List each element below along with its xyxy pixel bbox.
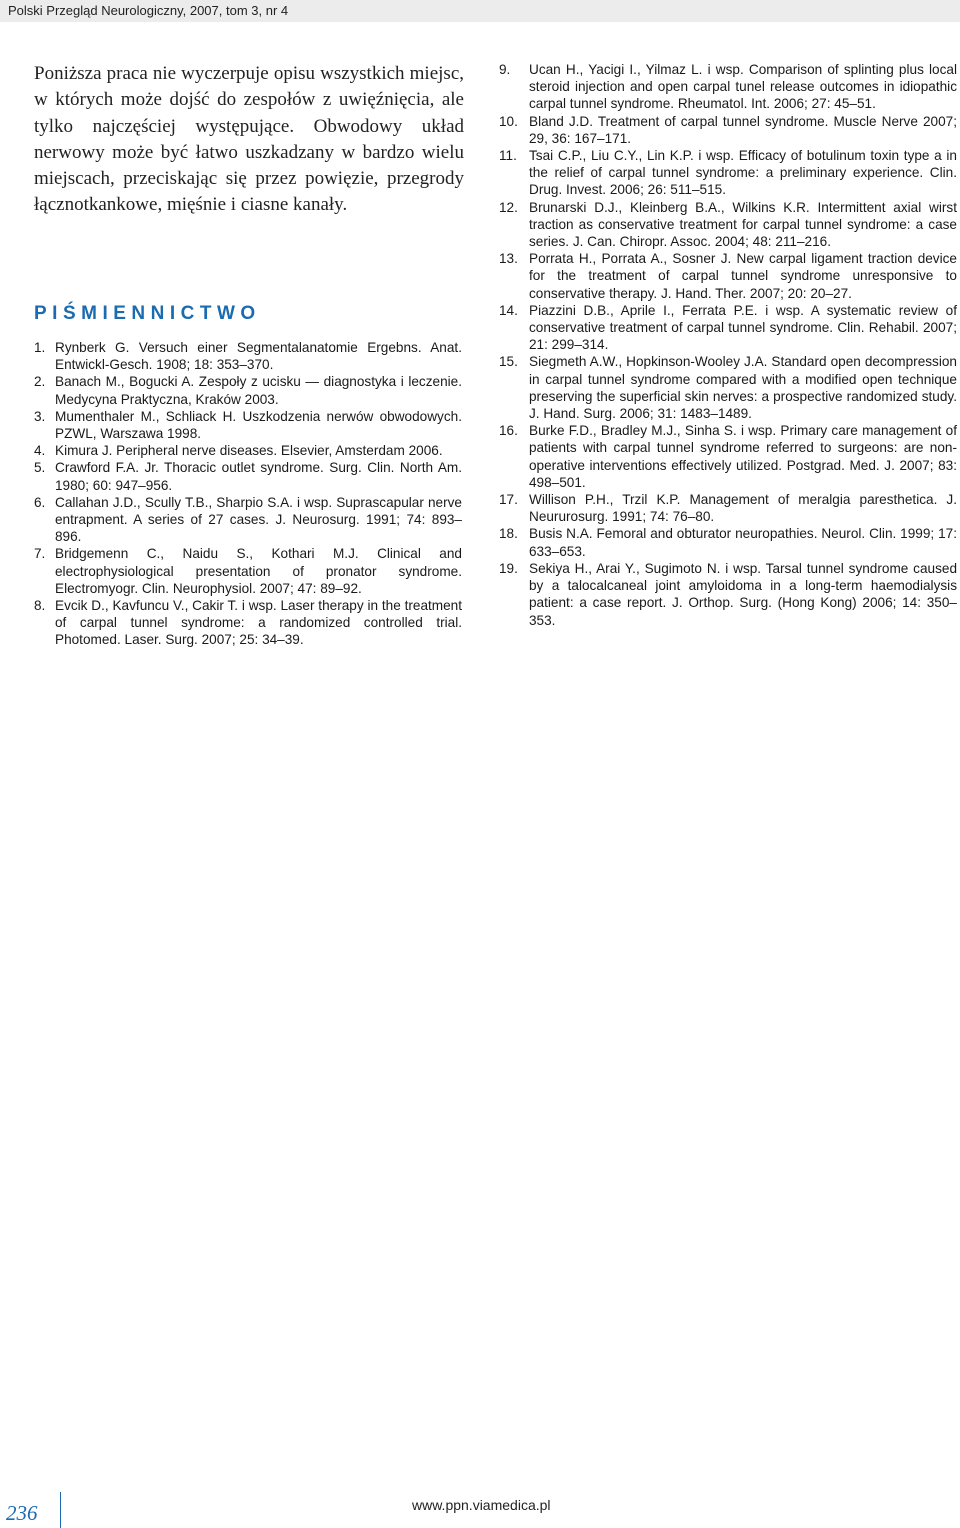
reference-number: 13. [499,251,518,267]
reference-item [499,113,957,147]
reference-item [499,353,957,422]
reference-number: 3. [34,408,46,424]
reference-number: 1. [34,340,46,355]
references-list-left [34,339,462,649]
reference-text: Callahan J.D., Scully T.B., Sharpio S.A. i wsp. Suprascapular nerve entrapment. A series of 27 cases. J. Neurosurg. 1991; 74: 893–896. [55,494,462,545]
reference-number: 7. [34,546,46,562]
reference-text: Mumenthaler M., Schliack H. Uszkodzenia nerwów obwodowych. PZWL, Warszawa 1998. [55,408,462,442]
reference-text: Ucan H., Yacigi I., Yilmaz L. i wsp. Comparison of splinting plus local steroid injection and open carpal tunel release outcomes in idiopathic carpal tunnel syndrome. Rheumatol. Int. 2006; 27: 45–51. [529,62,957,112]
reference-item [499,147,957,199]
page-number: 236 [6,1501,38,1525]
reference-text: Rynberk G. Versuch einer Segmentalanatomie Ergebns. Anat. Entwickl-Gesch. 1908; 18: 353–370. [55,340,462,373]
references-heading: PIŚMIENNICTWO [34,303,261,324]
reference-text: Crawford F.A. Jr. Thoracic outlet syndrome. Surg. Clin. North Am. 1980; 60: 947–956. [55,460,462,493]
reference-item [34,545,462,597]
footer-url: www.ppn.viamedica.pl [412,1497,551,1513]
reference-number: 11. [499,148,517,164]
reference-text: Kimura J. Peripheral nerve diseases. Elsevier, Amsterdam 2006. [55,443,443,459]
reference-text: Piazzini D.B., Aprile I., Ferrata P.E. i wsp. A systematic review of conservative treatment of carpal tunnel syndrome. Clin. Rehabil. 2007; 21: 299–314. [529,302,957,353]
reference-number: 9. [499,62,511,77]
reference-item [499,61,957,113]
footer-divider [60,1492,61,1528]
reference-item [34,442,462,459]
reference-item [499,491,957,525]
reference-text: Evcik D., Kavfuncu V., Cakir T. i wsp. Laser therapy in the treatment of carpal tunnel syndrome: a randomized controlled trial. Photomed. Laser. Surg. 2007; 25: 34–39. [55,598,462,648]
reference-number: 15. [499,354,518,370]
reference-number: 6. [34,494,46,510]
reference-item [499,250,957,302]
reference-number: 8. [34,598,46,614]
reference-item [499,525,957,559]
reference-item [499,199,957,251]
reference-number: 4. [34,443,46,459]
reference-text: Siegmeth A.W., Hopkinson-Wooley J.A. Standard open decompression in carpal tunnel syndrome compared with a modified open technique preserving the superficial skin nerves: a prospective randomized study. J. Hand. Surg. 2006; 31: 1483–1489. [529,354,957,422]
reference-number: 19. [499,560,518,576]
reference-item [34,494,462,546]
reference-text: Tsai C.P., Liu C.Y., Lin K.P. i wsp. Efficacy of botulinum toxin type a in the relief of carpal tunnel syndrome: a preliminary experience. Clin. Drug. Invest. 2006; 26: 511–515. [529,148,957,198]
reference-item [499,302,957,354]
reference-item [34,459,462,493]
reference-text: Porrata H., Porrata A., Sosner J. New carpal ligament traction device for the treatment of carpal tunnel syndrome unresponsive to conservative therapy. J. Hand. Ther. 2007; 20: 20–27. [529,251,957,301]
reference-number: 18. [499,526,518,542]
intro-text: Poniższa praca nie wyczerpuje opisu wszystkich miejsc, w których może dojść do zespołów z uwięźnięcia, ale tylko najczęściej występujące. Obwodowy układ nerwowy może być łatwo uszkadzany w bardzo wielu miejscach, przeciskając się przez powięzie, przegrody łącznotkankowe, mięśnie i ciasne kanały. [34,63,464,216]
reference-number: 14. [499,302,518,318]
reference-item [499,560,957,629]
references-list-right [499,61,957,629]
reference-text: Banach M., Bogucki A. Zespoły z ucisku — diagnostyka i leczenie. Medycyna Praktyczna, Kraków 2003. [55,374,462,407]
reference-number: 10. [499,113,518,129]
reference-item [499,422,957,491]
reference-item [34,408,462,442]
reference-text: Bland J.D. Treatment of carpal tunnel syndrome. Muscle Nerve 2007; 29, 36: 167–171. [529,113,957,146]
reference-text: Busis N.A. Femoral and obturator neuropathies. Neurol. Clin. 1999; 17: 633–653. [529,526,957,559]
reference-number: 12. [499,199,518,215]
reference-item [34,597,462,649]
reference-item [34,339,462,373]
reference-text: Brunarski D.J., Kleinberg B.A., Wilkins K.R. Intermittent axial wirst traction as conservative treatment for carpal tunnel syndrome: a case series. J. Can. Chiropr. Assoc. 2004; 48: 211–216. [529,199,957,250]
reference-text: Bridgemenn C., Naidu S., Kothari M.J. Clinical and electrophysiological presentation of pronator syndrome. Electromyogr. Clin. Neurophysiol. 2007; 47: 89–92. [55,546,462,596]
header-bar [0,0,960,22]
reference-text: Burke F.D., Bradley M.J., Sinha S. i wsp. Primary care management of patients with carpal tunnel syndrome referred to surgeons: are non-operative interventions effectively utilized. Postgrad. Med. J. 2007; 83: 498–501. [529,423,957,490]
reference-number: 2. [34,374,46,390]
reference-number: 5. [34,460,46,476]
reference-number: 17. [499,492,518,508]
reference-text: Sekiya H., Arai Y., Sugimoto N. i wsp. Tarsal tunnel syndrome caused by a talocalcaneal joint amyloidoma in a long-term haemodialysis patient: a case report. J. Orthop. Surg. (Hong Kong) 2006; 14: 350–353. [529,560,957,628]
intro-paragraph [34,61,464,219]
reference-item [34,373,462,407]
journal-title: Polski Przegląd Neurologiczny, 2007, tom 3, nr 4 [8,3,289,18]
reference-number: 16. [499,423,518,439]
reference-text: Willison P.H., Trzil K.P. Management of meralgia paresthetica. J. Neururosurg. 1991; 74: 76–80. [529,492,957,525]
